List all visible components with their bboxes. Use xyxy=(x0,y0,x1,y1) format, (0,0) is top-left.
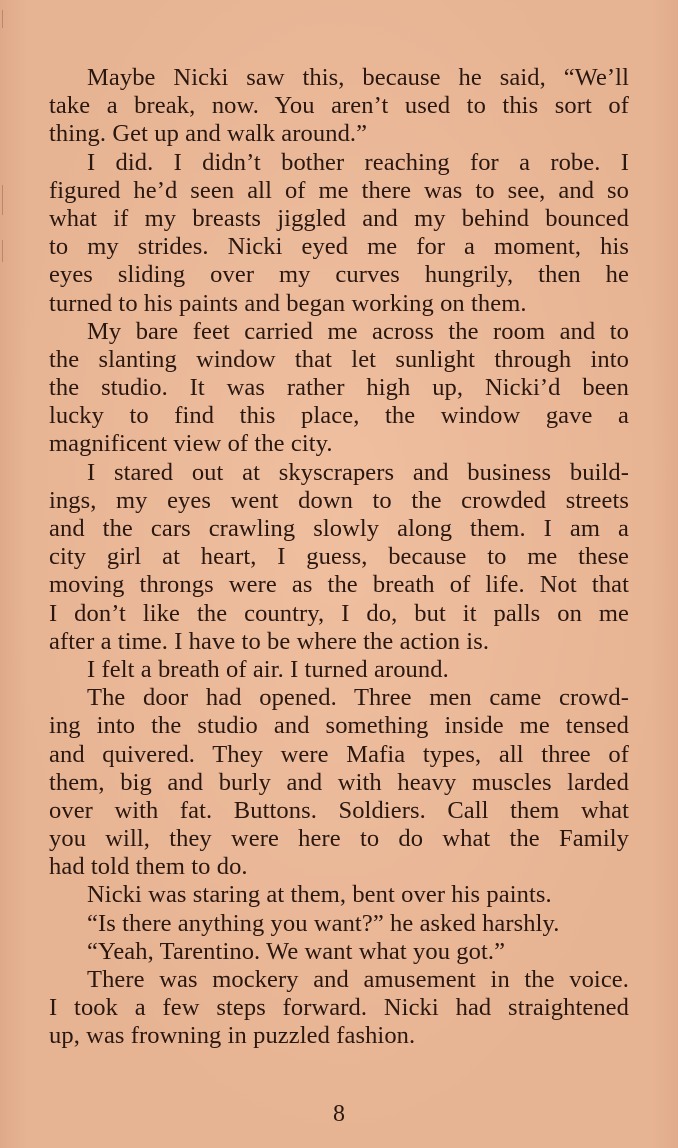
text-line: take a break, now. You aren’t used to this sort of xyxy=(49,92,629,120)
text-line: them, big and burly and with heavy muscles larded xyxy=(49,768,629,796)
text-line: I did. I didn’t bother reaching for a robe. I xyxy=(87,148,629,176)
text-line: the studio. It was rather high up, Nicki’d been xyxy=(49,374,629,402)
text-line: moving throngs were as the breath of life. Not that xyxy=(49,571,629,599)
text-line: I took a few steps forward. Nicki had straightened xyxy=(49,994,629,1022)
text-line: up, was frowning in puzzled fashion. xyxy=(49,1022,416,1050)
text-line: Nicki was staring at them, bent over his paints. xyxy=(87,881,552,909)
text-line: There was mockery and amusement in the voice. xyxy=(87,966,629,993)
text-line: city girl at heart, I guess, because to me these xyxy=(49,543,629,571)
text-line: “Is there anything you want?” he asked harshly. xyxy=(87,909,560,937)
binding-edge xyxy=(0,0,6,300)
text-line: “Yeah, Tarentino. We want what you got.” xyxy=(87,937,506,965)
text-line: what if my breasts jiggled and my behind bounced xyxy=(49,204,629,232)
text-line: eyes sliding over my curves hungrily, then he xyxy=(49,261,629,289)
text-line: ings, my eyes went down to the crowded streets xyxy=(49,486,629,514)
text-line: I don’t like the country, I do, but it palls on me xyxy=(49,599,629,627)
text-line: ing into the studio and something inside me tensed xyxy=(49,712,629,740)
page-number: 8 xyxy=(333,1101,345,1127)
body-text xyxy=(49,64,629,1051)
text-line: the slanting window that let sunlight through into xyxy=(49,345,629,373)
text-line: My bare feet carried me across the room and to xyxy=(87,317,629,345)
text-line: Maybe Nicki saw this, because he said, “We’ll xyxy=(87,64,629,91)
text-line: magnificent view of the city. xyxy=(49,430,333,458)
text-line: over with fat. Buttons. Soldiers. Call them what xyxy=(49,796,629,824)
text-line: I felt a breath of air. I turned around. xyxy=(87,655,449,683)
text-line: turned to his paints and began working on them. xyxy=(49,289,527,317)
text-line: and quivered. They were Mafia types, all three of xyxy=(49,740,629,768)
text-line: lucky to find this place, the window gave a xyxy=(49,402,629,430)
text-line: you will, they were here to do what the Family xyxy=(49,825,629,853)
text-line: had told them to do. xyxy=(49,853,248,881)
text-line: The door had opened. Three men came crowd- xyxy=(87,684,629,712)
text-line: thing. Get up and walk around.” xyxy=(49,120,368,148)
text-line: I stared out at skyscrapers and business build- xyxy=(87,458,629,486)
text-line: to my strides. Nicki eyed me for a moment, his xyxy=(49,233,629,261)
text-line: after a time. I have to be where the action is. xyxy=(49,627,490,655)
text-line: and the cars crawling slowly along them. I am a xyxy=(49,515,629,542)
text-line: figured he’d seen all of me there was to see, and so xyxy=(49,176,629,204)
